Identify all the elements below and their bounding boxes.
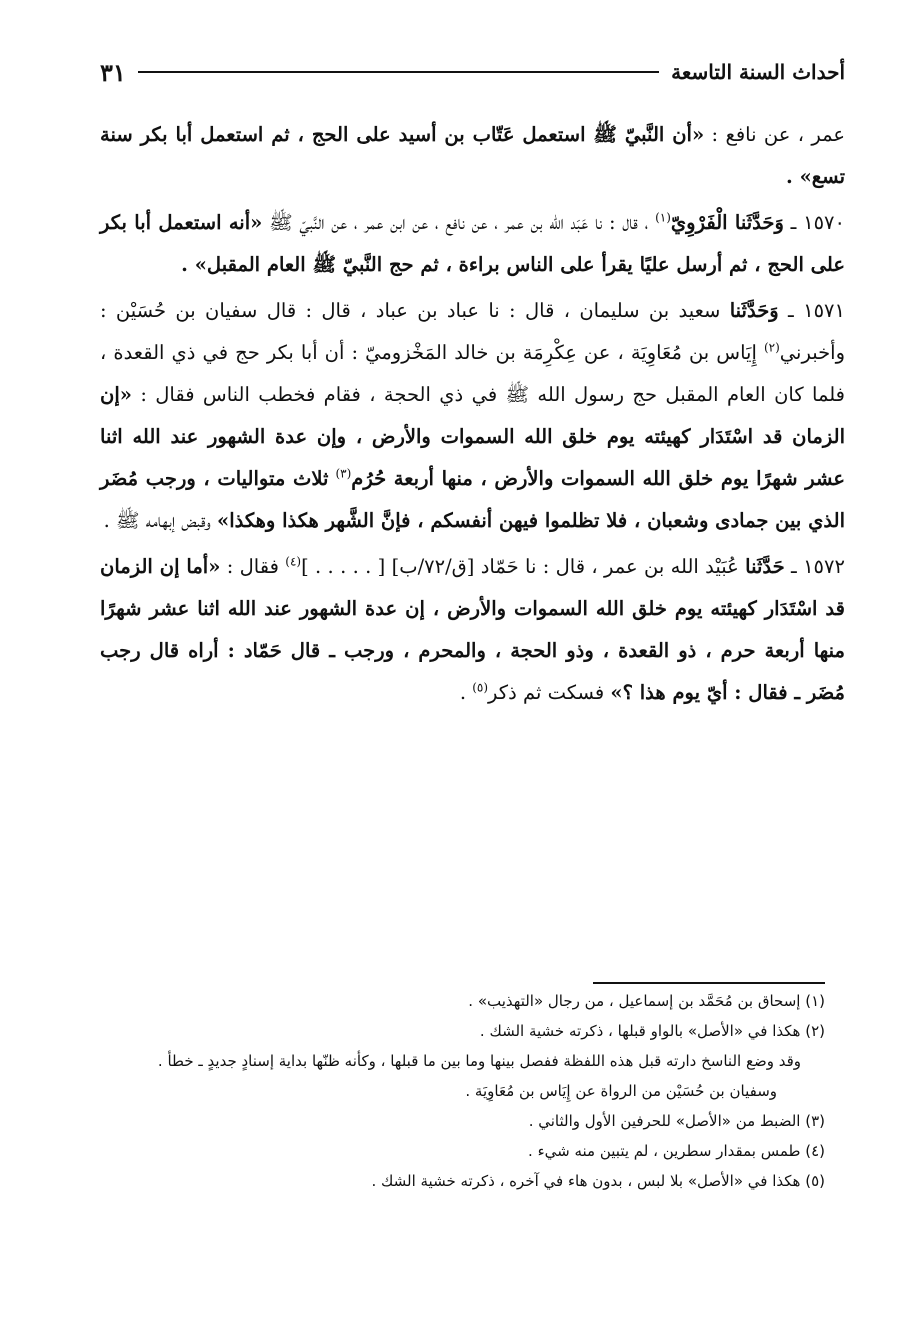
hadith-number: ١٥٧٠ ـ: [790, 211, 845, 234]
chain-text: فقال :: [226, 555, 279, 578]
hadith-1571: [100, 290, 845, 542]
footnote-ref: (٢): [763, 340, 780, 355]
hadith-1572: [100, 546, 845, 714]
footnote-separator: [593, 982, 825, 984]
closing-text: وقبض إبهامه ﷺ .: [103, 509, 211, 532]
chain-text: عمر ، عن نافع :: [711, 123, 846, 146]
footnote-ref: (٣): [335, 466, 352, 481]
closing-text: .: [459, 681, 467, 704]
hadith-text: «أما إن الزمان قد اسْتَدَار كهيئته يوم خلق الله السموات والأرض ، إن عدة الشهور عند الله اثنا عشر شهرًا منها أربعة حرم ، ذو القعدة ، وذو الحجة ، والمحرم ، ورجب ـ قال حَمّاد : أراه قال رجب مُضَر ـ فقال : أيّ يوم هذا ؟»: [100, 555, 845, 704]
hadith-number: ١٥٧٢ ـ: [791, 555, 845, 578]
footnote-2-note: وسفيان بن حُسَيْن من الرواة عن إِيَاس بن مُعَاوِيَة .: [465, 1082, 777, 1100]
chain-text: سعيد بن سليمان ، قال : نا عباد بن عباد ، قال : قال سفيان بن حُسَيْن : وأخبرني: [100, 299, 845, 364]
hadith-text: «أنه استعمل أبا بكر على الحج ، ثم أرسل عليًا يقرأ على الناس براءة ، ثم حج النَّبيّ ﷺ العام المقبل» .: [100, 211, 845, 276]
closing-text: فسكت ثم ذكر: [488, 681, 605, 704]
footnote-2-continuation: وقد وضع الناسخ دارته قبل هذه اللفظة ففصل بينها وما بين ما قبلها ، وكأنه ظنّها بداية إسنادٍ جديدٍ ـ خطأ .: [157, 1052, 801, 1070]
page-number: ٣١: [100, 57, 126, 87]
page-header: [100, 52, 845, 92]
footnote-4: (٤) طمس بمقدار سطرين ، لم يتبين منه شيء .: [528, 1142, 825, 1160]
footnote-3: (٣) الضبط من «الأصل» للحرفين الأول والثاني .: [528, 1112, 825, 1130]
narration-phrase: وَحَدَّثَنا الْفَرْوِيّ: [670, 211, 784, 234]
header-rule: [138, 71, 659, 73]
narration-phrase: حَدَّثَنا: [745, 555, 785, 578]
footnotes: [100, 986, 825, 1196]
narration-phrase: وَحَدَّثَنا: [729, 299, 779, 322]
hadith-text: «إن الزمان قد اسْتَدَار كهيئته يوم خلق الله السموات والأرض ، وإن عدة الشهور عند الله اثنا عشر شهرًا يوم خلق الله السموات والأرض ، منها أربعة حُرُم: [100, 383, 846, 490]
chain-text: إِيَاس بن مُعَاوِيَة ، عن عِكْرِمَة بن خالد المَخْزوميّ : أن أبا بكر حج في ذي القعدة ، فلما كان العام المقبل حج رسول الله ﷺ في ذي الحجة ، فقام فخطب الناس فقال :: [100, 341, 845, 406]
chain-text: عُبَيْد الله بن عمر ، قال : نا حَمّاد [ق/٧٢/ب] [ . . . . . ]: [301, 555, 739, 578]
footnote-ref: (١): [655, 210, 671, 225]
hadith-1570: [100, 202, 845, 286]
hadith-text: ثلاث متواليات ، ورجب مُضَر الذي بين جمادى وشعبان ، فلا تظلموا فيهن أنفسكم ، فإنَّ الشَّهر هكذا وهكذا»: [100, 467, 845, 532]
paragraph-1: [100, 114, 845, 198]
running-title: أحداث السنة التاسعة: [671, 60, 845, 84]
footnote-ref: (٤): [285, 554, 302, 569]
footnote-1: (١) إسحاق بن مُحَمَّد بن إسماعيل ، من رجال «التهذيب» .: [468, 992, 825, 1010]
chain-text: ، قال : نا عَبَد الله بن عمر ، عن نافع ، عن ابن عمر ، عن النَّبيّ ﷺ: [269, 211, 649, 234]
hadith-text: «أن النَّبيّ ﷺ استعمل عَتّاب بن أسيد على الحج ، ثم استعمل أبا بكر سنة تسع» .: [100, 123, 845, 188]
footnote-2: (٢) هكذا في «الأصل» بالواو قبلها ، ذكرته خشية الشك .: [479, 1022, 825, 1040]
main-text: [100, 114, 845, 718]
hadith-number: ١٥٧١ ـ: [788, 299, 846, 322]
footnote-ref: (٥): [472, 680, 489, 695]
footnote-5: (٥) هكذا في «الأصل» بلا لبس ، بدون هاء في آخره ، ذكرته خشية الشك .: [371, 1172, 825, 1190]
